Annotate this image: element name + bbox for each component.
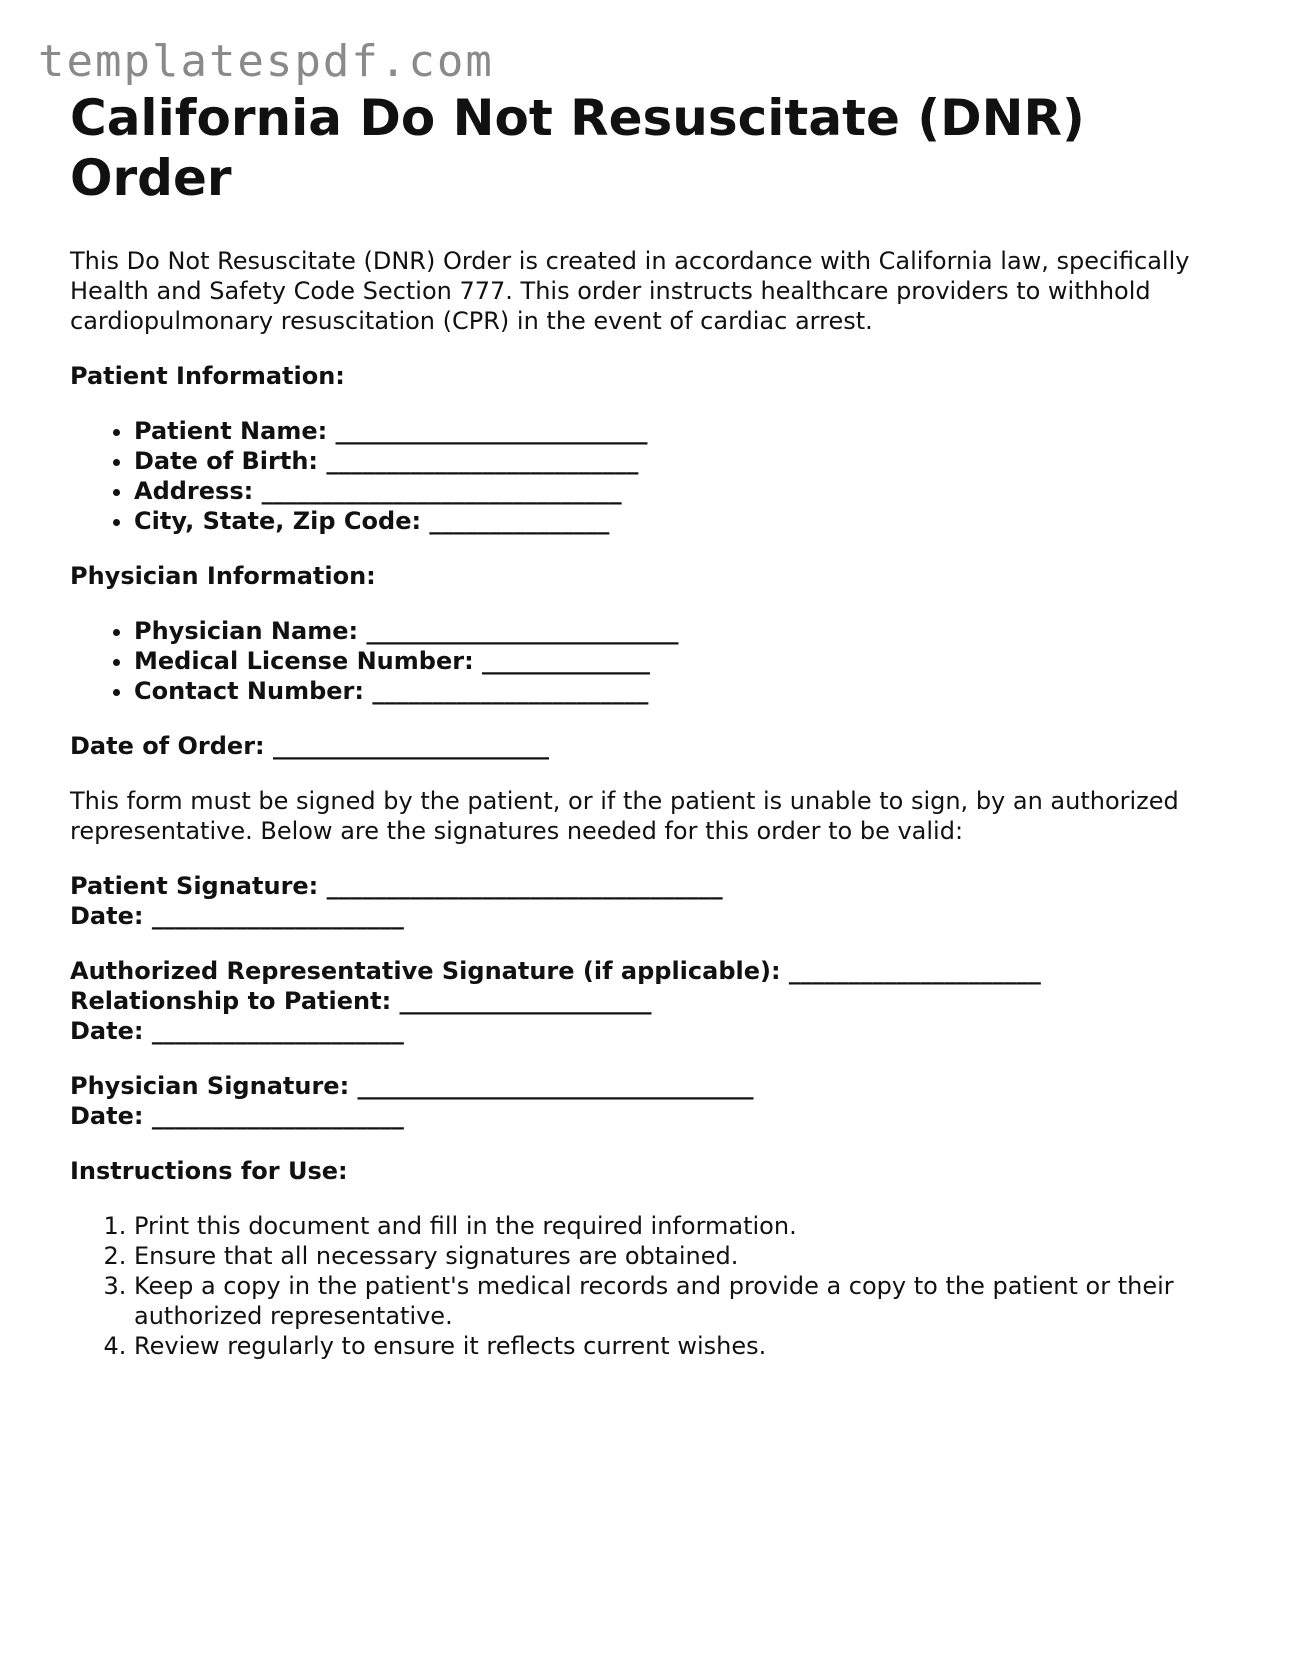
address-field: • Address: ______________________________ — [134, 476, 1220, 506]
instructions-heading: Instructions for Use: — [70, 1157, 348, 1185]
physician-name-field: • Physician Name: __________________________ — [134, 616, 1220, 646]
document-page — [70, 88, 1220, 1386]
document-title: California Do Not Resuscitate (DNR) Order — [70, 89, 1085, 207]
intro-paragraph: This Do Not Resuscitate (DNR) Order is created in accordance with California law, specifically Health and Safety Code Section 777. This order instructs healthcare providers to withhold cardiopulmonary resuscitation (CPR) in the event of cardiac arrest. — [70, 247, 1190, 335]
physician-info-list — [70, 616, 1220, 706]
representative-signature-line: Authorized Representative Signature (if applicable): _____________________ — [70, 957, 1041, 985]
date-of-birth-field: • Date of Birth: __________________________ — [134, 446, 1220, 476]
date-of-order-field: Date of Order: _______________________ — [70, 732, 549, 760]
physician-signature-date: Date: _____________________ — [70, 1102, 404, 1130]
physician-info-heading: Physician Information: — [70, 562, 376, 590]
contact-number-field: • Contact Number: _______________________ — [134, 676, 1220, 706]
signature-note: This form must be signed by the patient, or if the patient is unable to sign, by an authorized representative. Below are the signatures needed for this order to be valid: — [70, 787, 1179, 845]
representative-relationship-line: Relationship to Patient: _____________________ — [70, 987, 652, 1015]
physician-signature-block — [70, 1071, 1220, 1131]
patient-name-field: • Patient Name: __________________________ — [134, 416, 1220, 446]
patient-signature-date: Date: _____________________ — [70, 902, 404, 930]
instructions-list — [70, 1211, 1220, 1361]
representative-signature-date: Date: _____________________ — [70, 1017, 404, 1045]
watermark: templatespdf.com — [38, 36, 494, 87]
representative-signature-block — [70, 956, 1220, 1046]
patient-info-heading: Patient Information: — [70, 362, 345, 390]
city-state-zip-field: • City, State, Zip Code: _______________ — [134, 506, 1220, 536]
patient-info-list — [70, 416, 1220, 536]
instruction-item: 2. Ensure that all necessary signatures are obtained. — [134, 1241, 1220, 1271]
instruction-item: 3. Keep a copy in the patient's medical records and provide a copy to the patient or their authorized representative. — [134, 1271, 1220, 1331]
physician-signature-line: Physician Signature: _________________________________ — [70, 1072, 754, 1100]
instruction-item: 1. Print this document and fill in the required information. — [134, 1211, 1220, 1241]
instruction-item: 4. Review regularly to ensure it reflects current wishes. — [134, 1331, 1220, 1361]
patient-signature-block — [70, 871, 1220, 931]
patient-signature-line: Patient Signature: _________________________________ — [70, 872, 723, 900]
medical-license-field: • Medical License Number: ______________ — [134, 646, 1220, 676]
